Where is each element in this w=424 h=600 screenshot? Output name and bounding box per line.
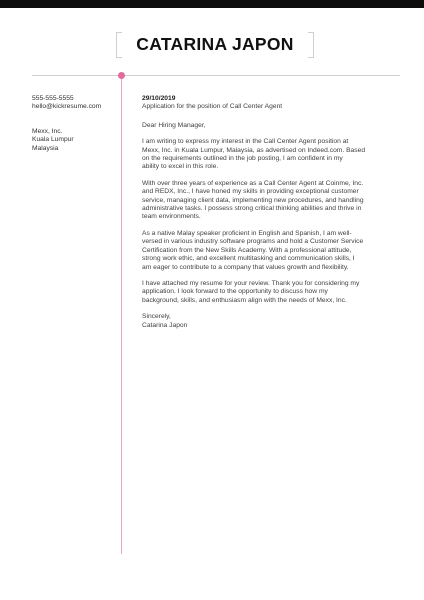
vertical-divider: [121, 76, 122, 554]
paragraph-line: I am writing to express my interest in the Call Center Agent position at: [142, 138, 349, 146]
closing-text: Sincerely,: [142, 313, 171, 321]
paragraph-line: ability to excel in this role.: [142, 163, 219, 171]
top-bar: [0, 0, 424, 8]
paragraph-line: service, managing client data, implementing new procedures, and handling: [142, 196, 364, 204]
paragraph-line: and REDX, Inc., I have honed my skills in providing exceptional customer: [142, 188, 359, 196]
accent-dot: [118, 72, 125, 79]
paragraph: [142, 180, 400, 222]
paragraph-line: With over three years of experience as a Call Center Agent at Coinme, Inc.: [142, 179, 364, 187]
horizontal-divider: [32, 75, 400, 76]
applicant-name: CATARINA JAPON: [136, 34, 294, 54]
paragraph-line: team environments.: [142, 213, 201, 221]
recipient-country: Malaysia: [32, 144, 59, 152]
signature-text: Catarina Japon: [142, 321, 188, 329]
phone-text: 555-555-5555: [32, 95, 74, 102]
name-header: [116, 32, 314, 58]
recipient-city: Kuala Lumpur: [32, 136, 74, 144]
paragraph: [142, 138, 400, 172]
letter-date: 29/10/2019: [142, 95, 176, 102]
paragraph: [142, 280, 400, 305]
recipient-block: [32, 128, 74, 153]
paragraph-line: on the requirements outlined in the job posting, I am confident in my: [142, 155, 343, 163]
paragraph-line: application. I look forward to the opportunity to discuss how my: [142, 288, 328, 296]
email-text: hello@kickresume.com: [32, 103, 102, 111]
paragraph-line: administrative tasks. I possess strong critical thinking abilities and thrive in: [142, 205, 362, 213]
paragraph-line: Mexx, Inc. in Kuala Lumpur, Malaysia, as advertised on Indeed.com. Based: [142, 146, 366, 154]
letter-body: [142, 95, 400, 330]
recipient-company: Mexx, Inc.: [32, 128, 63, 135]
contact-block: [32, 95, 101, 112]
paragraph-line: am eager to contribute to a company that values growth and flexibility.: [142, 263, 349, 271]
paragraph-line: versed in various industry software programs and hold a Customer Service: [142, 238, 364, 246]
paragraph-line: strong work ethic, and excellent multitasking and communication skills, I: [142, 255, 355, 263]
paragraph-line: As a native Malay speaker proficient in English and Spanish, I am well-: [142, 229, 352, 237]
letter-subject: Application for the position of Call Center Agent: [142, 103, 283, 111]
paragraph-line: background, skills, and enthusiasm align with the needs of Mexx, Inc.: [142, 296, 347, 304]
paragraph: [142, 230, 400, 272]
paragraph-line: Certification from the New Skills Academy. With a professional attitude,: [142, 246, 352, 254]
closing-block: [142, 313, 400, 330]
letter-greeting: Dear Hiring Manager,: [142, 121, 206, 129]
paragraph-line: I have attached my resume for your review. Thank you for considering my: [142, 279, 360, 287]
